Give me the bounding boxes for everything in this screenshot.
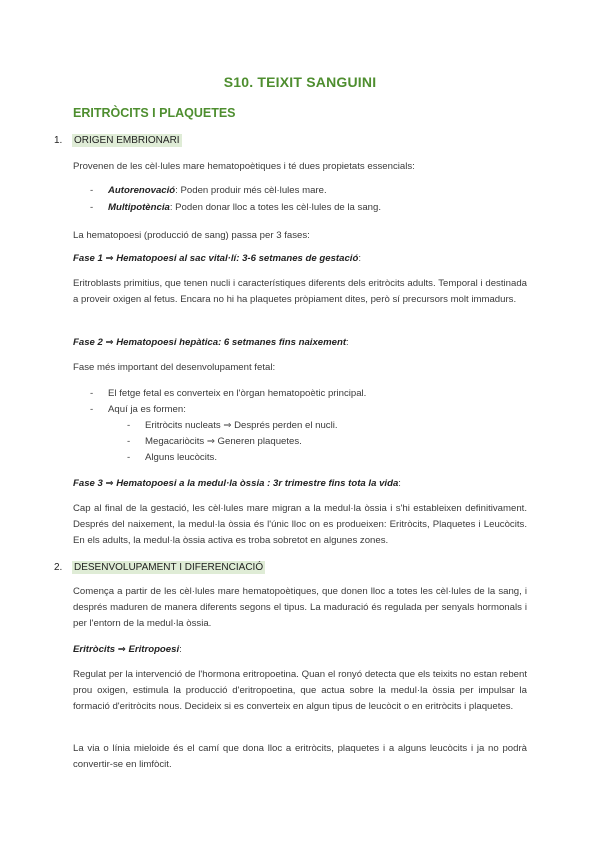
- phase-heading: [73, 251, 527, 267]
- term-desc: : Poden donar lloc a totes les cèl·lules de la sang.: [169, 202, 382, 213]
- section-heading-origen: [54, 135, 182, 146]
- bullet-dash: -: [90, 202, 94, 213]
- paragraph-section2: Comença a partir de les cèl·lules mare hematopoètiques, que donen lloc a totes les cèl·lules de la sang, i després maduren de manera diferents segons el tipus. La maduració és regulada per senyals hormonals i per l'entorn de la medul·la òssia.: [73, 586, 527, 629]
- bullet-dash: -: [127, 436, 131, 447]
- phase-label: Fase 2 ⇒ Hematopoesi hepàtica: 6 setmanes fins naixement: [73, 337, 347, 348]
- list-item-text: Aquí ja es formen:: [108, 404, 186, 415]
- bullet-dash: -: [90, 404, 94, 415]
- paragraph-hemato-intro: La hematopoesi (producció de sang) passa per 3 fases:: [73, 230, 310, 241]
- phase-label: Fase 3 ⇒ Hematopoesi a la medul·la òssia : 3r trimestre fins tota la vida: [73, 478, 399, 489]
- phase-colon: :: [398, 478, 401, 489]
- bullet-dash: -: [127, 420, 131, 431]
- paragraph-eritropoesi: Regulat per la intervenció de l'hormona eritropoetina. Quan el ronyó detecta que els teixits no estan rebent prou oxigen, estimula la producció d'eritropoetina, que actua sobre la medul·la òssia per impulsar la formació d'eritròcits nous. Decideix si es converteix en algun tipus de leucòcit o en eritròcits i plaquetes.: [73, 669, 527, 712]
- section-heading-desenvolupament: [54, 562, 265, 573]
- paragraph-intro: Provenen de les cèl·lules mare hematopoètiques i té dues propietats essencials:: [73, 161, 415, 172]
- paragraph-mieloide: La via o línia mieloide és el camí que dona lloc a eritròcits, plaquetes i a alguns leucòcits i ja no podrà convertir-se en limfòcit.: [73, 743, 527, 770]
- page-title: S10. TEIXIT SANGUINI: [223, 74, 377, 90]
- bullet-dash: -: [90, 388, 94, 399]
- phase-label: Fase 1 ⇒ Hematopoesi al sac vital·lí: 3-6 setmanes de gestació: [73, 253, 359, 264]
- section-label: ORIGEN EMBRIONARI: [74, 135, 180, 146]
- list-item-text: Megacariòcits ⇒ Generen plaquetes.: [145, 436, 302, 447]
- paragraph-phase3: Cap al final de la gestació, les cèl·lules mare migran a la medul·la òssia i s'hi estableixen definitivament. Després del naixement, la medul·la òssia és l'únic lloc on es produeixen: Eritròcits, Plaquetes i Leucòcits. En els adults, la medul·la òssia activa es troba sobretot en algunes zones.: [73, 503, 527, 546]
- phase-heading: [73, 476, 527, 492]
- section-number: 2.: [54, 562, 63, 573]
- list-item-text: Alguns leucòcits.: [145, 452, 217, 463]
- sub-list-item: [127, 418, 338, 434]
- phase-colon: :: [358, 253, 361, 264]
- sub-list-item: [127, 434, 302, 450]
- term-desc: : Poden produir més cèl·lules mare.: [175, 185, 327, 196]
- paragraph-phase1: Eritroblasts primitius, que tenen nucli i característiques diferents dels eritròcits adults. Temporal i destinada a proveir oxigen al fetus. Encara no hi ha plaquetes pròpiament dites, però sí precursors molt immadurs.: [73, 278, 527, 305]
- phase-colon: :: [346, 337, 349, 348]
- phase-heading: [73, 642, 527, 658]
- phase-heading: [73, 335, 527, 351]
- sub-list-item: [127, 450, 217, 466]
- paragraph-phase2: Fase més important del desenvolupament fetal:: [73, 362, 276, 373]
- bullet-dash: -: [90, 185, 94, 196]
- list-item-text: El fetge fetal es converteix en l'òrgan hematopoètic principal.: [108, 388, 367, 399]
- eritro-label: Eritròcits ⇒ Eritropoesi: [73, 644, 180, 655]
- bullet-dash: -: [127, 452, 131, 463]
- page-subtitle: ERITRÒCITS I PLAQUETES: [73, 106, 236, 120]
- list-item: [90, 200, 381, 216]
- section-number: 1.: [54, 135, 63, 146]
- section-label: DESENVOLUPAMENT I DIFERENCIACIÓ: [74, 562, 264, 573]
- term: Autorenovació: [108, 185, 176, 196]
- list-item-text: Eritròcits nucleats ⇒ Després perden el nucli.: [145, 420, 338, 431]
- term: Multipotència: [108, 202, 170, 213]
- list-item: [90, 402, 186, 418]
- list-item: [90, 183, 327, 199]
- list-item: [90, 386, 366, 402]
- phase-colon: :: [179, 644, 182, 655]
